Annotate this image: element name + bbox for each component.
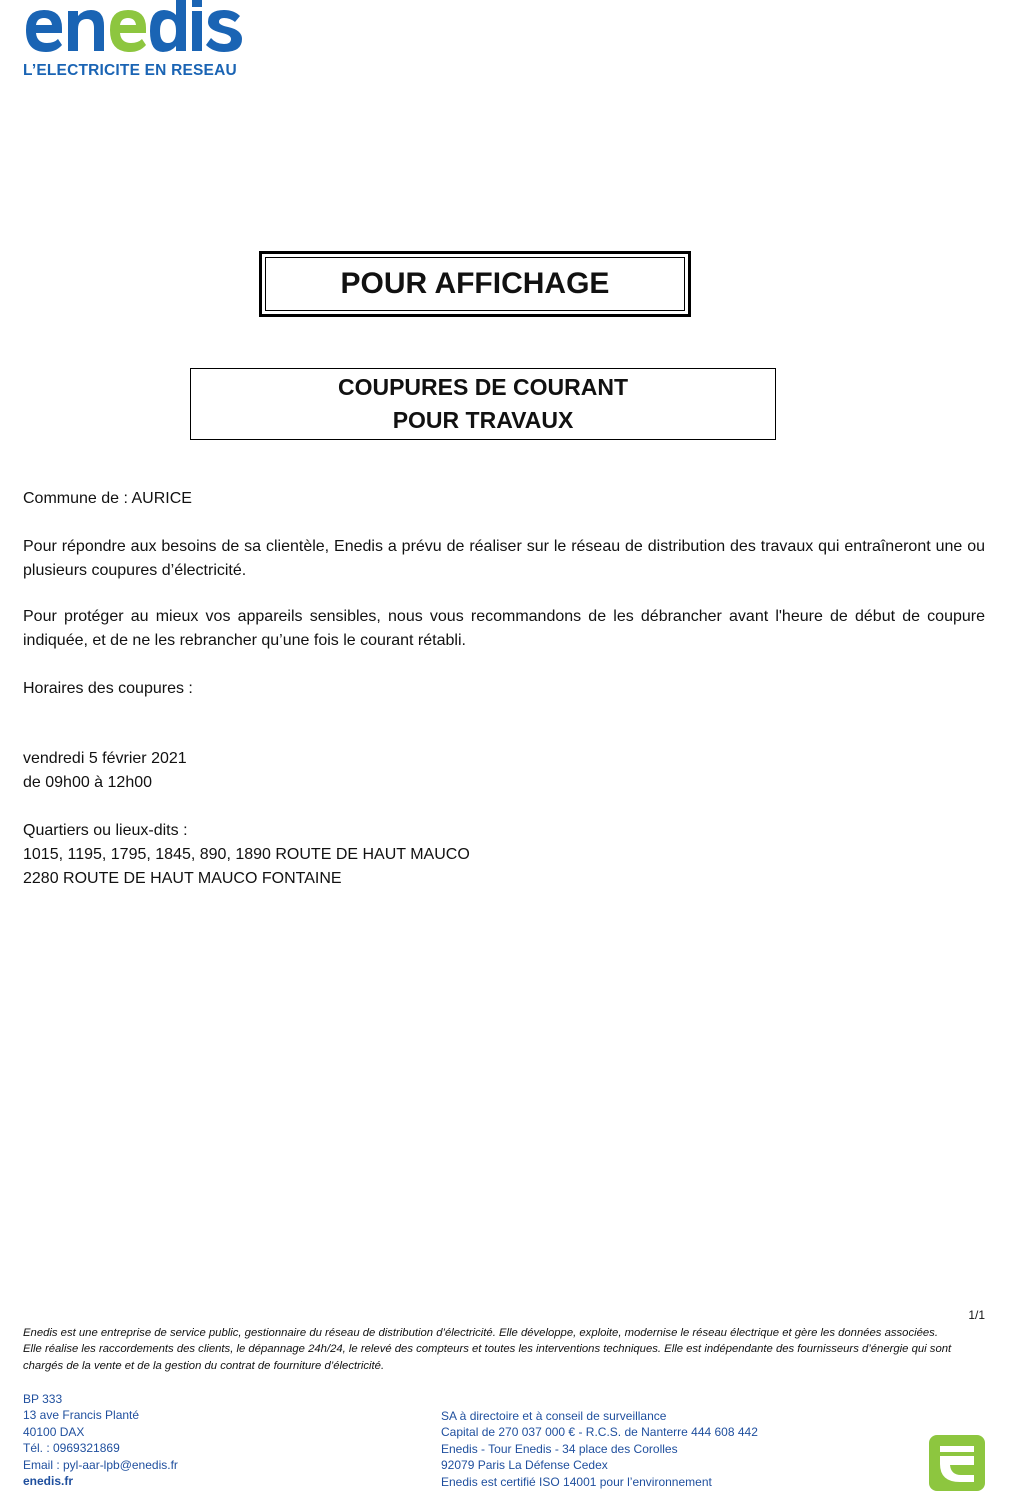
enedis-logo bbox=[22, 0, 274, 58]
footer-legal-line: Enedis est certifié ISO 14001 pour l’environnement bbox=[441, 1474, 712, 1489]
footer-note: Enedis est une entreprise de service public, gestionnaire du réseau de distribution d’électricité. Elle développe, exploite, modernise le réseau électrique et gère les données associées. Elle réalise les raccordements des clients, le dépannage 24h/24, le relevé des compteurs et toutes les interventions techniques. Elle est indépendante des fournisseurs d’énergie qui sont chargés de la vente et de la gestion du contrat de fourniture d’électricité. bbox=[23, 1327, 952, 1372]
page-number: 1/1 bbox=[968, 1308, 985, 1322]
affichage-box bbox=[259, 251, 691, 317]
footer-bp: BP 333 bbox=[23, 1392, 63, 1406]
outage-time: de 09h00 à 12h00 bbox=[23, 774, 153, 791]
subtitle-box bbox=[190, 368, 776, 440]
subtitle-line-2: POUR TRAVAUX bbox=[392, 407, 574, 433]
footer-legal-line: Capital de 270 037 000 € - R.C.S. de Nanterre 444 608 442 bbox=[441, 1425, 758, 1440]
logo-tagline: L’ELECTRICITE EN RESEAU bbox=[23, 62, 237, 79]
quartier-item: 2280 ROUTE DE HAUT MAUCO FONTAINE bbox=[23, 870, 342, 887]
quartier-item: 1015, 1195, 1795, 1845, 890, 1890 ROUTE DE HAUT MAUCO bbox=[23, 846, 470, 863]
enedis-wordmark bbox=[22, 0, 274, 58]
commune-line: Commune de : AURICE bbox=[23, 490, 192, 507]
footer-legal bbox=[441, 1408, 758, 1490]
enedis-e-icon bbox=[928, 1434, 986, 1497]
footer-legal-line: Enedis - Tour Enedis - 34 place des Corolles bbox=[441, 1441, 678, 1456]
footer-phone: Tél. : 0969321869 bbox=[23, 1441, 120, 1456]
advice-paragraph: Pour protéger au mieux vos appareils sensibles, nous vous recommandons de les débrancher avant l'heure de début de coupure indiquée, et de ne les rebrancher qu’une fois le courant rétabli. bbox=[23, 608, 985, 649]
footer-email: Email : pyl-aar-lpb@enedis.fr bbox=[23, 1457, 178, 1472]
footer-city: 40100 DAX bbox=[23, 1424, 85, 1439]
outage-date: vendredi 5 février 2021 bbox=[23, 750, 187, 767]
horaires-label: Horaires des coupures : bbox=[23, 680, 193, 697]
subtitle-line-1: COUPURES DE COURANT bbox=[337, 374, 629, 400]
page-title: POUR AFFICHAGE bbox=[265, 257, 685, 311]
intro-paragraph: Pour répondre aux besoins de sa clientèle, Enedis a prévu de réaliser sur le réseau de distribution des travaux qui entraîneront une ou plusieurs coupures d’électricité. bbox=[23, 538, 985, 579]
footer-address bbox=[23, 1391, 178, 1489]
footer-legal-line: 92079 Paris La Défense Cedex bbox=[441, 1458, 608, 1473]
footer-legal-line: SA à directoire et à conseil de surveillance bbox=[441, 1409, 667, 1423]
quartiers-label: Quartiers ou lieux-dits : bbox=[23, 822, 188, 839]
footer-website: enedis.fr bbox=[23, 1474, 74, 1489]
footer-street: 13 ave Francis Planté bbox=[23, 1408, 140, 1423]
